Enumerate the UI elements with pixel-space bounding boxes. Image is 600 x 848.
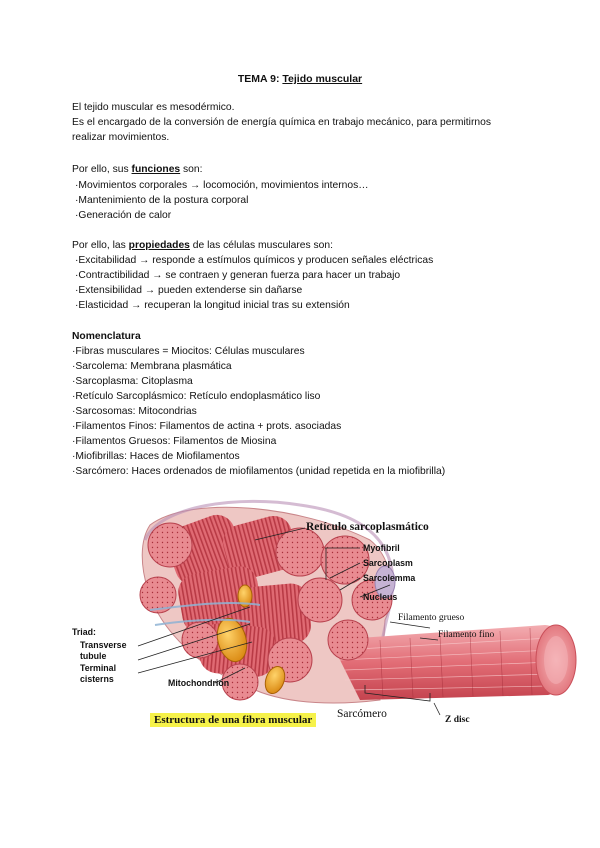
nomenclatura-item: ·Miofibrillas: Haces de Miofilamentos: [72, 451, 240, 462]
title-prefix: TEMA 9:: [237, 73, 283, 85]
label-filamento-fino: Filamento fino: [438, 630, 495, 640]
label-mitochondrion: Mitochondrion: [168, 678, 230, 688]
propiedades-lead-post: de las células musculares son:: [189, 240, 333, 251]
propiedades-lead-pre: Por ello, las: [72, 240, 129, 251]
funcion-item: ·Generación de calor: [75, 210, 172, 221]
title-topic: Tejido muscular: [282, 73, 363, 85]
funciones-lead-pre: Por ello, sus: [72, 164, 132, 175]
label-myofibril: Myofibril: [363, 543, 400, 553]
label-reticulo: Retículo sarcoplasmático: [306, 521, 429, 533]
propiedad-item: ·Contractibilidad → se contraen y generan fuerza para hacer un trabajo: [75, 270, 401, 281]
propiedad-item: ·Extensibilidad → pueden extenderse sin dañarse: [75, 285, 303, 296]
label-sarcomero: Sarcómero: [337, 708, 387, 720]
label-nucleus: Nucleus: [363, 592, 398, 602]
funciones-lead-post: son:: [180, 164, 203, 175]
nomenclatura-item: ·Sarcoplasma: Citoplasma: [72, 376, 193, 387]
label-transverse-tubule-2: tubule: [80, 651, 107, 661]
nomenclatura-item: ·Sarcolema: Membrana plasmática: [72, 361, 232, 372]
nomenclatura-heading: Nomenclatura: [72, 331, 141, 342]
label-sarcoplasm: Sarcoplasm: [363, 558, 413, 568]
propiedad-item: ·Excitabilidad → responde a estímulos químicos y producen señales eléctricas: [75, 255, 434, 266]
label-terminal-cisterns-1: Terminal: [80, 663, 117, 673]
label-triad: Triad:: [72, 627, 96, 637]
figure-caption: Estructura de una fibra muscular: [150, 713, 316, 727]
intro-line-2: Es el encargado de la conversión de energía química en trabajo mecánico, para permitirnos: [72, 117, 491, 128]
nomenclatura-item: ·Filamentos Finos: Filamentos de actina + prots. asociadas: [72, 421, 342, 432]
intro-line-1: El tejido muscular es mesodérmico.: [72, 102, 235, 113]
nomenclatura-item: ·Fibras musculares = Miocitos: Células musculares: [72, 346, 305, 357]
label-filamento-grueso: Filamento grueso: [398, 613, 465, 623]
nomenclatura-item: ·Sarcosomas: Mitocondrias: [72, 406, 197, 417]
intro-line-3: realizar movimientos.: [72, 132, 170, 143]
nomenclatura-item: ·Sarcómero: Haces ordenados de miofilamentos (unidad repetida en la miofibrilla): [72, 466, 446, 477]
label-sarcolemma: Sarcolemma: [363, 573, 416, 583]
propiedad-item: ·Elasticidad → recuperan la longitud inicial tras su extensión: [75, 300, 350, 311]
funciones-keyword: funciones: [131, 164, 181, 175]
label-z-disc: Z disc: [445, 715, 470, 725]
funcion-item: ·Movimientos corporales → locomoción, movimientos internos…: [75, 180, 369, 191]
funcion-item: ·Mantenimiento de la postura corporal: [75, 195, 249, 206]
propiedades-keyword: propiedades: [128, 240, 190, 251]
nomenclatura-item: ·Filamentos Gruesos: Filamentos de Miosina: [72, 436, 277, 447]
label-transverse-tubule-1: Transverse: [80, 640, 127, 650]
nomenclatura-item: ·Retículo Sarcoplásmico: Retículo endoplasmático liso: [72, 391, 321, 402]
label-terminal-cisterns-2: cisterns: [80, 674, 114, 684]
